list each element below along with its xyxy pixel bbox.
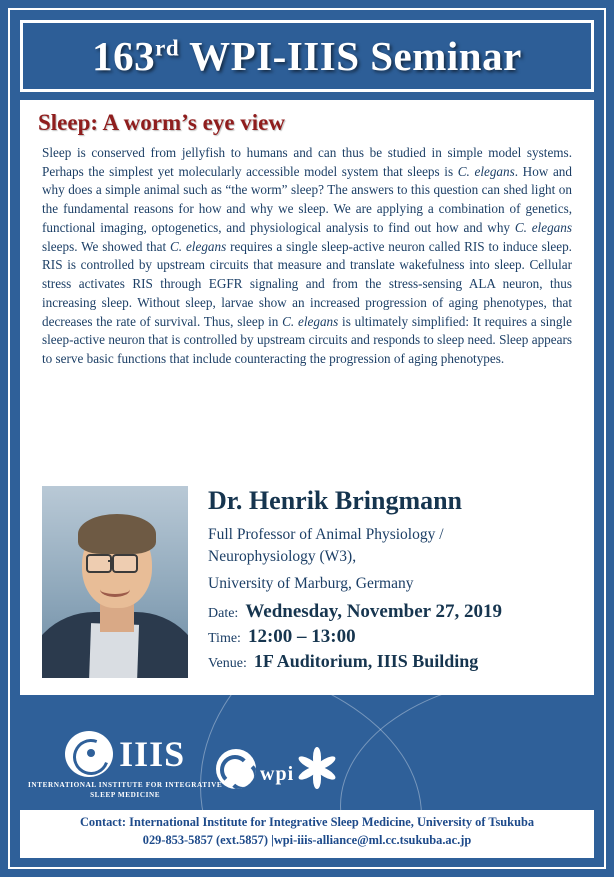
iiis-subtitle-line1: INTERNATIONAL INSTITUTE FOR INTEGRATIVE (28, 781, 223, 789)
photo-glasses-right (112, 554, 138, 573)
wpi-swirl-icon (216, 749, 256, 789)
venue-label: Venue: (208, 655, 247, 671)
crescent-moon-icon (65, 731, 113, 777)
speaker-photo (42, 486, 188, 678)
detail-row-time (208, 626, 582, 648)
iiis-wordmark: IIIS (119, 734, 186, 774)
seminar-subtitle: Sleep: A worm’s eye view (38, 110, 285, 135)
wpi-wordmark: wpi (260, 763, 295, 785)
time-label: Time: (208, 630, 241, 646)
footer-line2: 029-853-5857 (ext.5857) |wpi-iiis-alliance@ml.cc.tsukuba.ac.jp (142, 833, 472, 847)
speaker-name: Dr. Henrik Bringmann (208, 486, 463, 515)
speaker-role-line2: Neurophysiology (W3), (208, 548, 357, 566)
speaker-info (208, 486, 582, 675)
venue-value: 1F Auditorium, IIIS Building (253, 650, 479, 671)
speaker-role (208, 524, 582, 569)
photo-glasses-left (86, 554, 112, 573)
speaker-affiliation: University of Marburg, Germany (208, 574, 414, 592)
content-card (20, 100, 594, 695)
crest-core (311, 762, 323, 774)
wpi-swirl-arc-b (228, 761, 256, 789)
iiis-subtitle-line2: SLEEP MEDICINE (90, 790, 161, 799)
logos-row (20, 723, 594, 819)
page-title (92, 32, 522, 80)
iiis-logo (28, 731, 222, 800)
footer-line1: Contact: International Institute for Integrative Sleep Medicine, University of Tsukuba (79, 815, 535, 829)
time-value: 12:00 – 13:00 (247, 625, 356, 647)
title-ordinal-suffix: rd (155, 35, 180, 61)
detail-row-date (208, 601, 582, 623)
date-label: Date: (208, 605, 239, 621)
university-of-tsukuba-crest-icon (294, 745, 340, 791)
iiis-subtitle (28, 781, 222, 800)
photo-glasses-bridge (108, 560, 114, 562)
detail-row-venue (208, 651, 582, 672)
speaker-role-line1: Full Professor of Animal Physiology / (208, 526, 444, 543)
iiis-logo-row (65, 731, 185, 777)
photo-hair (78, 514, 156, 554)
footer-contact (20, 810, 594, 858)
abstract-text: Sleep is conserved from jellyfish to humans and can thus be studied in simple model systems. Perhaps the simplest yet molecularly accessible model system that sleeps is C. elegans. How and why does a simple animal such as “the worm” sleep? The answers to this question can shed light on the fundamental reasons for how and why we sleep. We are applying a combination of genetics, functional imaging, optogenetics, and physiological analysis to find out how and why C. elegans sleeps. We showed that C. elegans requires a single sleep-active neuron called RIS to induce sleep. RIS is controlled by upstream circuits that measure and translate wakefulness into sleep. Cellular stress activates RIS through EGFR signaling and from the stress-sensing ALA neuron, thus increasing sleep. Without sleep, larvae show an increased progression of aging phenotypes, that decreases the rate of survival. Thus, sleep in C. elegans is ultimately simplified: It requires a single sleep-active neuron that is controlled by upstream circuits and responds to sleep need. Sleep appears to serve basic functions that include counteracting the progression of aging phenotypes. (42, 145, 572, 367)
wpi-logo (216, 749, 294, 789)
title-number: 163 (92, 33, 156, 79)
date-value: Wednesday, November 27, 2019 (245, 600, 503, 622)
title-rest: WPI-IIIS Seminar (179, 33, 522, 79)
photo-smile (100, 582, 130, 597)
title-banner (20, 20, 594, 92)
speaker-section (20, 486, 594, 696)
